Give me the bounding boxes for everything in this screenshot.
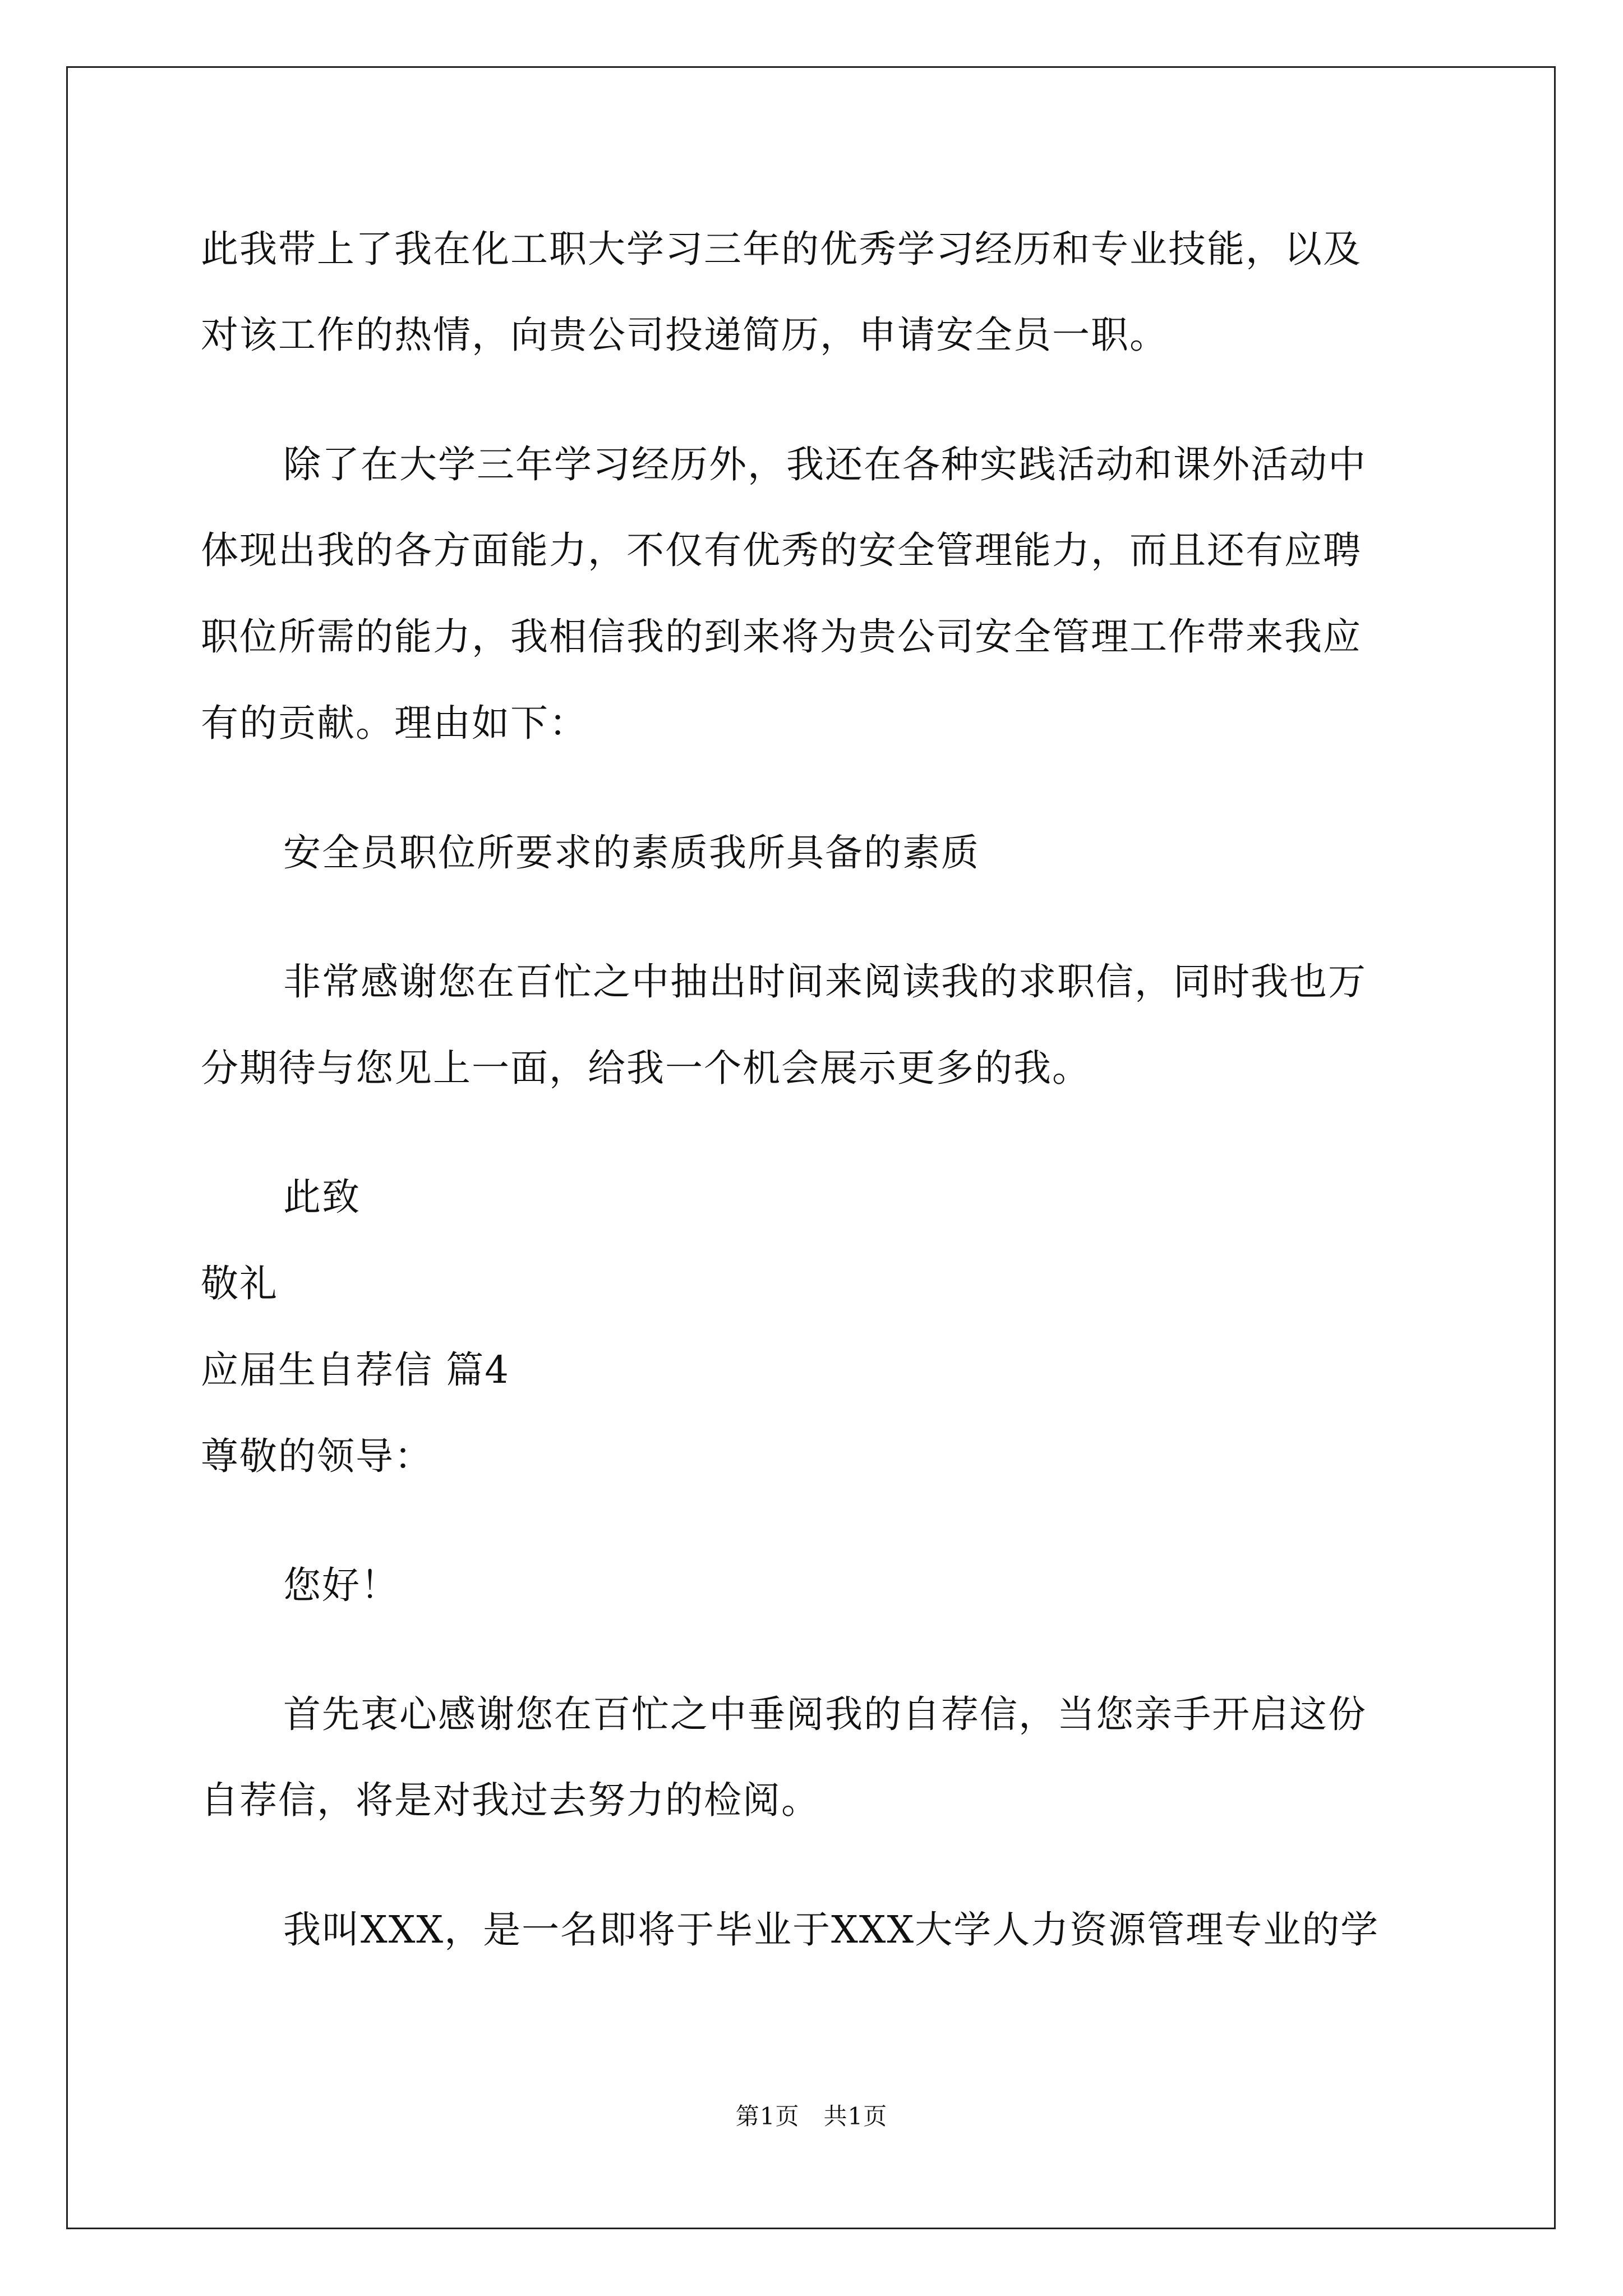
page-footer: 第1页 共1页: [735, 2102, 888, 2130]
page-border: [66, 66, 1556, 2229]
paragraph-line: 分期待与您见上一面，给我一个机会展示更多的我。: [201, 1046, 1091, 1090]
greeting: 尊敬的领导：: [201, 1434, 433, 1478]
paragraph-line: 非常感谢您在百忙之中抽出时间来阅读我的求职信，同时我也万: [283, 960, 1367, 1004]
paragraph-line: 我叫XXX，是一名即将于毕业于XXX大学人力资源管理专业的学: [283, 1908, 1380, 1952]
paragraph-line: 对该工作的热情，向贵公司投递简历，申请安全员一职。: [201, 313, 1168, 357]
paragraph-line: 此我带上了我在化工职大学习三年的优秀学习经历和专业技能，以及: [201, 227, 1362, 271]
paragraph-line: 安全员职位所要求的素质我所具备的素质: [283, 831, 980, 875]
paragraph-line: 首先衷心感谢您在百忙之中垂阅我的自荐信，当您亲手开启这份: [283, 1692, 1367, 1736]
paragraph-line: 除了在大学三年学习经历外，我还在各种实践活动和课外活动中: [283, 443, 1367, 486]
greeting-hello: 您好！: [283, 1563, 399, 1607]
section-heading: 应届生自荐信 篇4: [201, 1348, 510, 1392]
paragraph-line: 有的贡献。理由如下：: [201, 701, 588, 745]
closing-salutation: 此致: [283, 1175, 361, 1219]
paragraph-line: 体现出我的各方面能力，不仅有优秀的安全管理能力，而且还有应聘: [201, 528, 1362, 572]
paragraph-line: 职位所需的能力，我相信我的到来将为贵公司安全管理工作带来我应: [201, 615, 1362, 659]
paragraph-line: 自荐信，将是对我过去努力的检阅。: [201, 1778, 820, 1822]
closing-regards: 敬礼: [201, 1262, 278, 1305]
